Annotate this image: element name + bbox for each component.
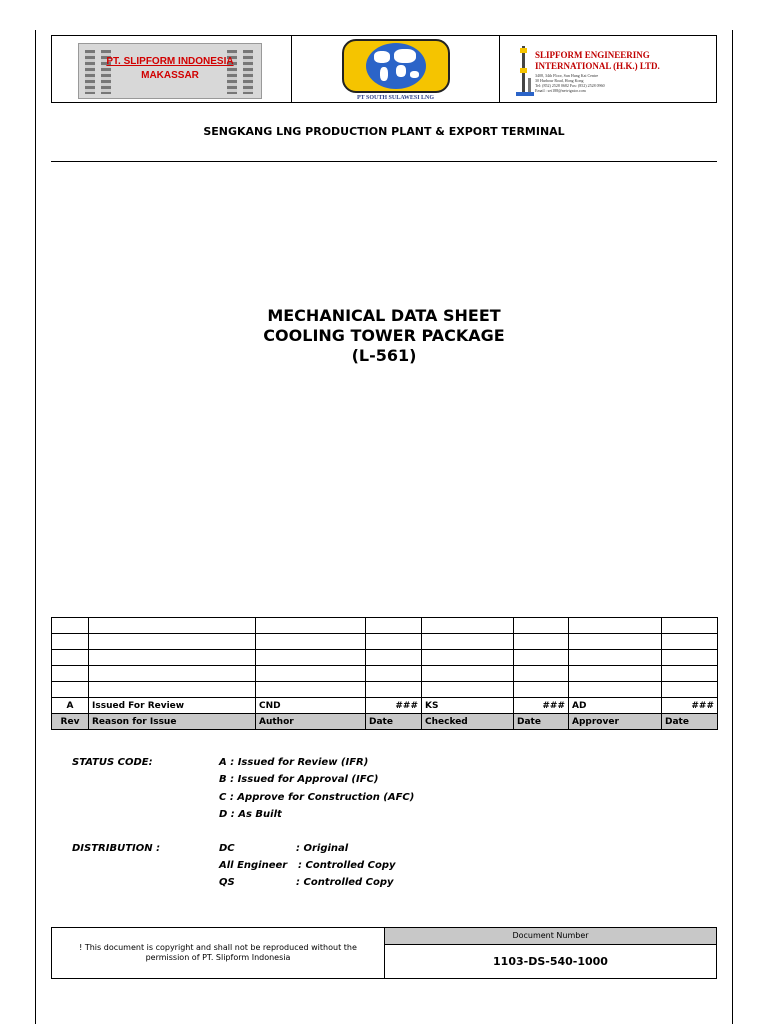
- globe-icon: [366, 43, 426, 89]
- status-code-label: STATUS CODE:: [72, 757, 153, 768]
- author-date-cell: ###: [366, 698, 422, 714]
- checked-date-cell: ###: [514, 698, 569, 714]
- rev-cell: A: [52, 698, 89, 714]
- tower-icon: [243, 50, 253, 94]
- slipform-indonesia-name: PT. SLIPFORM INDONESIA: [106, 56, 234, 67]
- slipform-engineering-title: SLIPFORM ENGINEERING INTERNATIONAL (H.K.) LTD.: [535, 50, 660, 71]
- logo-cell-slipform-indonesia: [52, 36, 292, 102]
- table-row-issued: [52, 698, 718, 714]
- approver-cell: AD: [569, 698, 662, 714]
- status-code-item: B : Issued for Approval (IFC): [219, 774, 379, 785]
- approver-date-cell: ###: [662, 698, 718, 714]
- checked-cell: KS: [422, 698, 514, 714]
- page-frame-left-line: [35, 30, 36, 1024]
- tower-icon: [85, 50, 95, 94]
- header-author: Author: [256, 714, 366, 730]
- header-rev: Rev: [52, 714, 89, 730]
- distribution-copy-type: : Controlled Copy: [296, 877, 394, 888]
- header-checked: Checked: [422, 714, 514, 730]
- document-title-line2: COOLING TOWER PACKAGE: [263, 326, 505, 345]
- header-date: Date: [514, 714, 569, 730]
- project-title: SENGKANG LNG PRODUCTION PLANT & EXPORT TERMINAL: [203, 125, 565, 138]
- horizontal-rule: [51, 161, 717, 162]
- footer-box: [51, 927, 717, 979]
- distribution-recipient: All Engineer: [219, 860, 288, 871]
- logo-header: [51, 35, 717, 103]
- document-title-line3: (L-561): [351, 346, 417, 365]
- distribution-label: DISTRIBUTION :: [72, 843, 161, 854]
- south-sulawesi-lng-logo: [342, 39, 450, 93]
- page-frame-right-line: [732, 30, 733, 1024]
- header-date: Date: [366, 714, 422, 730]
- slipform-engineering-address: 3408, 34th Floor, Sun Hung Kai Centre 30 Harbour Road, Hong Kong Tel: (852) 2528 0682 Fax: (852) 2528 0960 Email : sei188@netvigator.com: [535, 73, 605, 93]
- status-code-item: C : Approve for Construction (AFC): [219, 792, 415, 803]
- slipform-indonesia-logo: [78, 43, 262, 99]
- status-code-item: D : As Built: [219, 809, 282, 820]
- document-title: [51, 306, 717, 366]
- copyright-notice: ! This document is copyright and shall not be reproduced without the permission of PT. Slipform Indonesia: [52, 928, 385, 978]
- distribution-recipient: QS: [219, 877, 235, 888]
- author-cell: CND: [256, 698, 366, 714]
- document-title-line1: MECHANICAL DATA SHEET: [267, 306, 501, 325]
- south-sulawesi-lng-caption: PT SOUTH SULAWESI LNG: [356, 95, 435, 101]
- table-row: [52, 618, 718, 634]
- header-approver: Approver: [569, 714, 662, 730]
- document-number: 1103-DS-540-1000: [493, 955, 608, 968]
- distribution-recipient: DC: [219, 843, 235, 854]
- table-row: [52, 682, 718, 698]
- logo-cell-south-sulawesi-lng: [292, 36, 500, 102]
- reason-cell: Issued For Review: [89, 698, 256, 714]
- slipform-indonesia-city: MAKASSAR: [141, 70, 199, 81]
- revision-table: [51, 617, 718, 730]
- status-code-item: A : Issued for Review (IFR): [219, 757, 369, 768]
- document-number-label: Document Number: [385, 928, 716, 945]
- table-row: [52, 634, 718, 650]
- document-number-panel: [385, 928, 716, 978]
- table-row: [52, 650, 718, 666]
- header-date: Date: [662, 714, 718, 730]
- table-row: [52, 666, 718, 682]
- logo-cell-slipform-engineering: [500, 36, 716, 102]
- header-reason: Reason for Issue: [89, 714, 256, 730]
- distribution-copy-type: : Original: [296, 843, 349, 854]
- table-header-row: [52, 714, 718, 730]
- distribution-copy-type: : Controlled Copy: [298, 860, 396, 871]
